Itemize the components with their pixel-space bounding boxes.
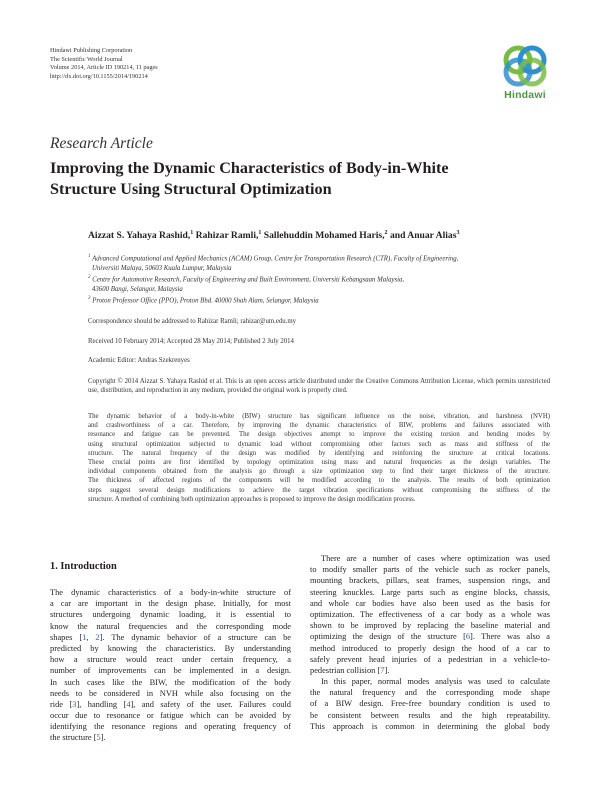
body-line: identifying the resonance regions and operating frequency of (50, 722, 291, 732)
abstract-line: The dynamic behavior of a body-in-white (BIW) structure has significant influence on the noise, vibration, and harshness (NVH) (88, 413, 550, 420)
author-3-affil: 2 (384, 230, 388, 236)
abstract-line: The thickness of affected regions of the components will be modified according to the analysis. The results of both optimization (88, 477, 550, 485)
hindawi-logo-text: Hindawi (504, 89, 546, 101)
header-journal: The Scientific World Journal (50, 55, 123, 63)
text-run: optimizing the design of the structure [ (310, 632, 466, 642)
abstract-line: and crashworthiness of a car. Therefore, by improving the dynamic characteristics of BIW, problems and failures associated with (88, 422, 550, 430)
affil-1-num: 1 (88, 254, 91, 259)
abstract-line: steps suggest several design modifications to achieve the target vibration specifications without compromising the stiffness of the (88, 486, 550, 494)
body-line: and whole car bodies have also been used as the basis for (310, 598, 550, 608)
affiliation-1-cont: Universiti Malaya, 50603 Kuala Lumpur, Malaysia (92, 264, 232, 272)
body-line: be consistent between results and the high repeatability. (310, 710, 550, 720)
body-line: The dynamic characteristics of a body-in-white structure of (50, 588, 291, 597)
copyright-notice: Copyright © 2014 Aizzat S. Yahaya Rashid et al. This is an open access article distributed under the Creative Commons Attribution License, which permits unrestricted use, distribution, and reproduction in any medium, provided the original work is properly cited. (88, 378, 550, 395)
body-line: to modify smaller parts of the vehicle such as rocker panels, (310, 565, 550, 575)
affil-2-line-1: Centre for Automotive Research, Faculty of Engineering and Built Environment, Universiti Kebangsaan Malaysia, (92, 276, 405, 284)
body-line: number of improvements can be implemented in a design. (50, 666, 291, 676)
abstract-line: individual components obtained from the analysis go through a size optimization step to find their target thickness of the structure. (88, 468, 550, 476)
citation-link[interactable]: 3 (72, 699, 77, 709)
affiliation-1 (88, 252, 458, 264)
abstract-line: using structural optimization subjected to dynamic load without compromising other factors such as mass and stiffness of the (88, 440, 550, 448)
body-line: In this paper, normal modes analysis was used to calculate (321, 677, 550, 687)
section-heading-introduction: 1. Introduction (50, 561, 117, 572)
body-line: There are a number of cases where optimization was used (321, 554, 550, 563)
academic-editor: Academic Editor: Andras Szekrenyes (88, 357, 190, 364)
text-run: ride [ (50, 699, 73, 709)
affiliation-2 (88, 273, 458, 285)
body-line (50, 732, 291, 743)
citation-link[interactable]: 1 (82, 632, 87, 642)
author-list (88, 230, 459, 241)
journal-header (50, 47, 158, 81)
abstract-line: structure. A method of combining both optimization approaches is proposed to improve the design modification process. (88, 495, 416, 503)
body-line: how a structure would react under certain frequency, a (50, 655, 291, 665)
body-line (50, 699, 291, 710)
hindawi-logo (498, 44, 552, 106)
affil-2-num: 2 (88, 275, 91, 281)
header-doi-link[interactable]: http://dx.doi.org/10.1155/2014/190214 (50, 72, 148, 80)
body-line: steering knuckles. Large parts such as engine blocks, chassis, (310, 587, 550, 597)
body-column-left (50, 587, 291, 744)
body-line: the natural frequency and the corresponding mode shape (310, 688, 550, 698)
header-publisher: Hindawi Publishing Corporation (50, 47, 133, 54)
body-column-right (310, 553, 550, 732)
body-line: know the natural frequencies and the corresponding mode (50, 621, 291, 631)
correspondence: Correspondence should be addressed to Rahizar Ramli; rahizar@um.edu.my (88, 318, 297, 325)
body-line (310, 631, 550, 642)
body-line: optimization. The effectiveness of a car body as a whole was (310, 609, 550, 619)
text-run: ], and safety of the user. Failures could (130, 699, 291, 709)
body-line: method introduced to properly design the hood of a car to (310, 643, 550, 653)
body-line: In such cases like the BIW, the modification of the body (50, 677, 291, 687)
body-line (310, 665, 550, 676)
abstract (88, 412, 550, 504)
affil-3-num: 3 (88, 296, 91, 302)
affil-1-line-1: Advanced Computational and Applied Mechanics (ACAM) Group, Centre for Transportation Research (CTR), Faculty of Engineering, (92, 255, 459, 263)
body-line: of a BIW design. Free-free boundary condition is used to (310, 699, 550, 709)
abstract-line: resonance and fatigue can be prevented. The design objectives attempt to improve the existing torsion and bending modes by (88, 431, 550, 439)
author-4: and Anuar Alias (389, 230, 457, 242)
text-run: ]. (384, 665, 390, 675)
body-line: a car are important in the design phase. Initially, for most (50, 599, 291, 609)
body-line: predicted by knowing the characteristics. By understanding (50, 643, 291, 653)
citation-link[interactable]: 4 (126, 699, 131, 709)
citation-link[interactable]: 5 (96, 733, 101, 743)
body-line: mounting brackets, pillars, seat frames, suspension rings, and (310, 576, 550, 586)
body-line: safely prevent head injuries of a pedestrian in a vehicle-to- (310, 654, 550, 664)
affiliation-2-cont: 43600 Bangi, Selangor, Malaysia (92, 285, 183, 293)
affil-3-line-1: Proton Professor Office (PPO), Proton Bhd. 40000 Shah Alam, Selangor, Malaysia (92, 297, 319, 305)
citation-link[interactable]: 7 (380, 665, 385, 675)
author-2-affil: 1 (258, 230, 262, 236)
body-line (50, 632, 291, 643)
citation-link[interactable]: 6 (465, 632, 471, 642)
title-line-1: Improving the Dynamic Characteristics of Body-in-White (50, 159, 449, 177)
abstract-line: structure. The natural frequency of the design was modified by identifying and reinforcing the structure at critical locations. (88, 449, 550, 457)
citation-link[interactable]: 2 (95, 632, 100, 642)
affiliations (88, 252, 458, 306)
paper-title (50, 158, 550, 200)
text-run: , (86, 632, 96, 642)
author-3: Sallehuddin Mohamed Haris, (263, 230, 385, 242)
body-line: This approach is common in determining the global body (310, 721, 550, 731)
author-4-affil: 3 (456, 230, 460, 236)
text-run: the structure [ (50, 733, 97, 743)
author-2: Rahizar Ramli, (195, 230, 259, 242)
title-line-2: Structure Using Structural Optimization (50, 180, 332, 198)
header-volume: Volume 2014, Article ID 190214, 11 pages (50, 64, 158, 72)
body-line: structures undergoing dynamic loading, it is essential to (50, 610, 291, 620)
text-run: ], handling [ (76, 699, 127, 709)
article-type: Research Article (50, 135, 153, 152)
text-run: ]. (100, 733, 106, 743)
hindawi-logo-icon (498, 44, 552, 88)
abstract-line: These crucial points are first identified by topology optimization using mass and natural frequencies as the design variables. The (88, 459, 550, 467)
text-run: pedestrian collision [ (310, 665, 381, 675)
author-1-affil: 1 (190, 230, 194, 236)
body-line: occur due to resonance or fatigue which can be avoided by (50, 711, 291, 721)
author-1: Aizzat S. Yahaya Rashid, (88, 230, 191, 242)
body-line: shown to be improved by replacing the baseline material and (310, 621, 550, 631)
article-dates: Received 10 February 2014; Accepted 28 May 2014; Published 2 July 2014 (88, 338, 294, 345)
text-run: ]. There was also a (470, 632, 550, 642)
body-line: needs to be considered in NVH while also focusing on the (50, 688, 291, 698)
text-run: ]. The dynamic behavior of a structure can be (99, 632, 291, 642)
affiliation-3 (88, 294, 458, 306)
text-run: shapes [ (50, 632, 83, 642)
